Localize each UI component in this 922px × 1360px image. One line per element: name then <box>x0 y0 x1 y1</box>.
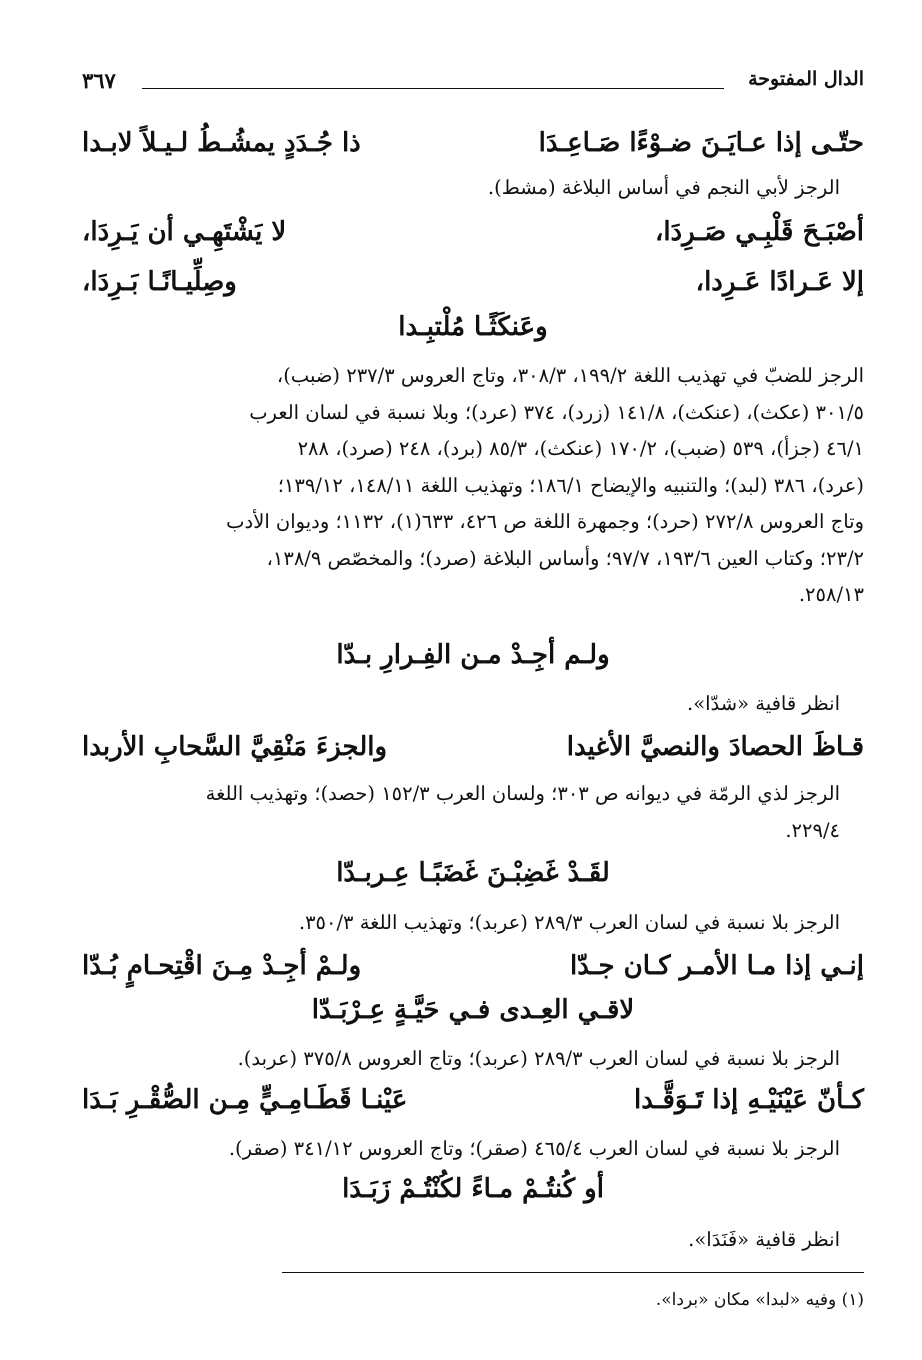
page-header <box>82 68 864 102</box>
verse-hemistich: أصْبَـحَ قَلْبِـي صَـرِدَا، <box>654 217 864 247</box>
verse-hemistich: وصِلِّيـانًـا بَـرِدَا، <box>82 267 237 297</box>
verse-line: لاقـي العِـدى فـي حَيَّـةٍ عِـرْبَـدّا <box>311 995 635 1025</box>
note-line: ٢٣/٢؛ وكتاب العين ١٩٣/٦، ٩٧/٧؛ وأساس البلاغة (صرد)؛ والمخصّص ١٣٨/٩، <box>266 546 864 570</box>
note-line: ٣٠١/٥ (عكث)، (عنكث)، ١٤١/٨ (زرد)، ٣٧٤ (عرد)؛ وبلا نسبة في لسان العرب <box>249 400 864 424</box>
verse-line: وعَنكَثًـا مُلْتبِـدا <box>398 312 548 342</box>
note-line: (عرد)، ٣٨٦ (لبد)؛ والتنبيه والإيضاح ١٨٦/١؛ وتهذيب اللغة ١٤٨/١١، ١٣٩/١٢؛ <box>277 473 864 497</box>
citation-note: انظر قافية «فَنَدَا». <box>688 1228 840 1251</box>
citation-note: الرجز بلا نسبة في لسان العرب ٢٨٩/٣ (عربد)؛ وتهذيب اللغة ٣٥٠/٣. <box>298 911 840 934</box>
note-line: ٤٦/١ (جزأ)، ٥٣٩ (ضبب)، ١٧٠/٢ (عنكث)، ٨٥/٣ (برد)، ٢٤٨ (صرد)، ٢٨٨ <box>297 437 864 460</box>
verse-line: ولـم أجِـدْ مـن الفِـرارِ بـدّا <box>336 640 610 670</box>
citation-note: انظر قافية «شدّا». <box>687 692 840 715</box>
citation-note: الرجز بلا نسبة في لسان العرب ٤٦٥/٤ (صقر)؛ وتاج العروس ٣٤١/١٢ (صقر). <box>228 1137 840 1160</box>
note-line: ٢٥٨/١٣. <box>798 583 864 606</box>
verse-hemistich: لا يَشْتَهِـي أن يَـرِدَا، <box>82 217 287 247</box>
verse-hemistich: حتّـى إذا عـايَـنَ ضـوْءًا صَـاعِـدَا <box>538 128 864 158</box>
page-number: ٣٦٧ <box>82 68 116 93</box>
verse-hemistich: عَيْنـا قَطَـامِـيٍّ مِـن الصُّقْـرِ بَـدَا <box>82 1085 408 1115</box>
footnote: (١) وفيه «لبدا» مكان «بردا». <box>655 1290 864 1310</box>
note-line: الرجز للضبّ في تهذيب اللغة ١٩٩/٢، ٣٠٨/٣، وتاج العروس ٢٣٧/٣ (ضبب)، <box>276 364 864 387</box>
verse-hemistich: ذا جُـدَدٍ يمشُـطُ لـيـلاً لابـدا <box>82 128 361 158</box>
citation-note: الرجز لأبي النجم في أساس البلاغة (مشط). <box>487 176 840 199</box>
citation-note: الرجز بلا نسبة في لسان العرب ٢٨٩/٣ (عربد)؛ وتاج العروس ٣٧٥/٨ (عربد). <box>237 1047 840 1070</box>
citation-note <box>82 358 864 614</box>
note-line: ٢٢٩/٤. <box>785 818 840 842</box>
verse-hemistich: إلا عَـرادًا عَـرِدا، <box>695 267 864 297</box>
note-line: وتاج العروس ٢٧٢/٨ (حرد)؛ وجمهرة اللغة ص ٤٢٦، ٦٣٣(١)، ١١٣٢؛ وديوان الأدب <box>226 510 864 533</box>
header-rule <box>142 88 724 89</box>
verse-line: لقَـدْ غَضِبْـنَ غَضَبًـا عِـربـدّا <box>336 858 610 888</box>
footnote-rule <box>282 1272 864 1273</box>
verse-hemistich: إنـي إذا مـا الأمـر كـان جـدّا <box>569 951 864 981</box>
verse-hemistich: قـاظَ الحصادَ والنصيَّ الأغيدا <box>566 732 864 762</box>
verse-hemistich: والجزءَ مَنْقِيَّ السَّحابِ الأربدا <box>82 732 388 762</box>
citation-note <box>82 776 840 849</box>
running-title: الدال المفتوحة <box>748 68 864 90</box>
verse-line: أو كُنتُـمْ مـاءً لكُنْتُـمْ زَبَـدَا <box>342 1174 604 1204</box>
verse-hemistich: كـأنّ عَيْنَيْـهِ إذا تَـوَقَّـدا <box>633 1085 864 1115</box>
note-line: الرجز لذي الرمّة في ديوانه ص ٣٠٣؛ ولسان العرب ١٥٢/٣ (حصد)؛ وتهذيب اللغة <box>205 782 840 805</box>
verse-hemistich: ولـمْ أجِـدْ مِـنَ اقْتِحـامٍ بُـدّا <box>82 951 362 981</box>
